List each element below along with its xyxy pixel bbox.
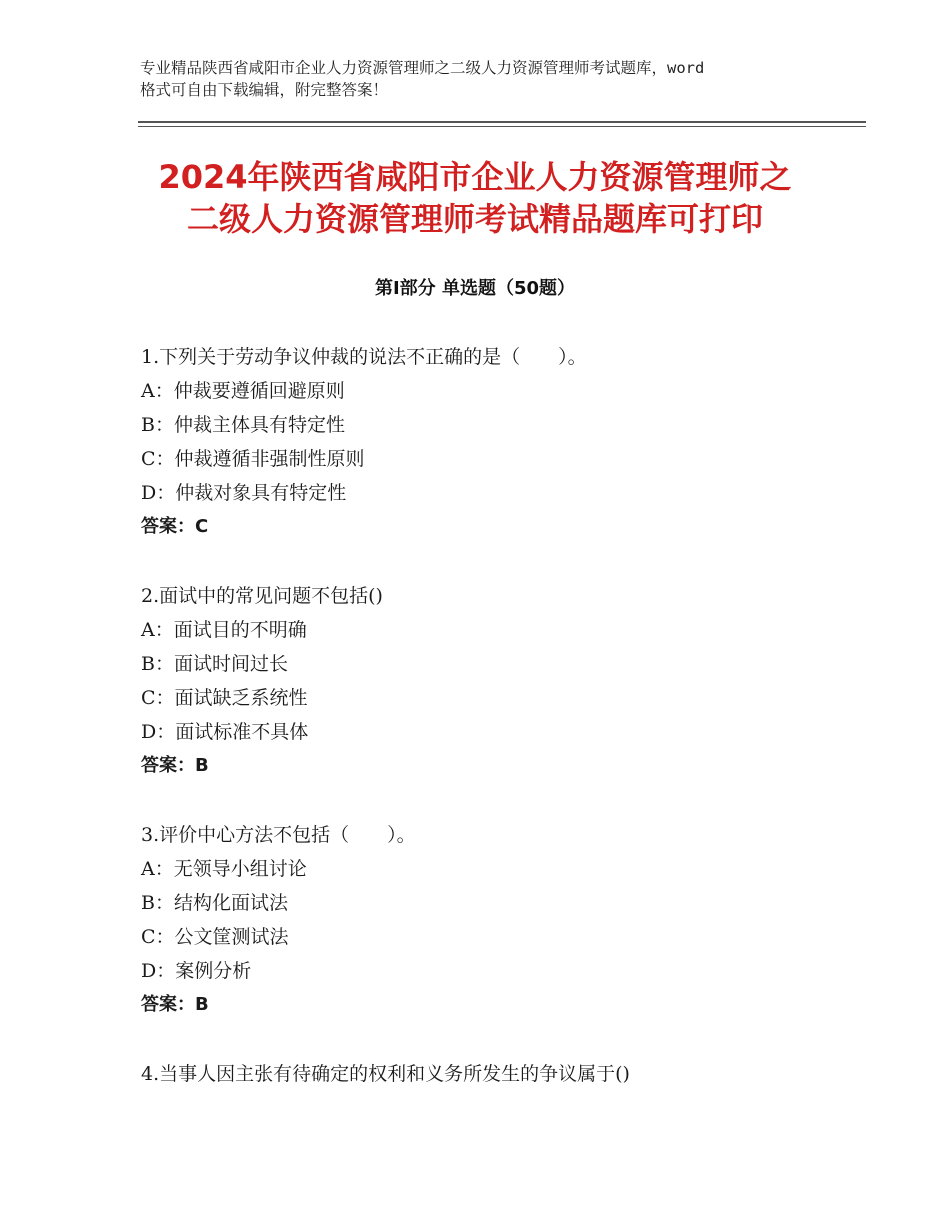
option-a: A：面试目的不明确 — [141, 619, 307, 641]
document-title-line-1: 2024年陕西省咸阳市企业人力资源管理师之 — [158, 158, 792, 196]
option-b: B：面试时间过长 — [141, 653, 288, 675]
question-stem: 2.面试中的常见问题不包括() — [141, 585, 383, 607]
question-block — [141, 1057, 841, 1091]
question-stem: 4.当事人因主张有待确定的权利和义务所发生的争议属于() — [141, 1063, 630, 1085]
option-d: D：仲裁对象具有特定性 — [141, 482, 347, 504]
header-note — [140, 57, 820, 101]
header-note-line-1: 专业精品陕西省咸阳市企业人力资源管理师之二级人力资源管理师考试题库，word — [140, 59, 705, 77]
header-divider-thick — [138, 121, 866, 123]
question-block — [141, 579, 841, 783]
question-stem: 1.下列关于劳动争议仲裁的说法不正确的是（ ）。 — [141, 346, 587, 368]
option-c: C：面试缺乏系统性 — [141, 687, 308, 709]
option-a: A：无领导小组讨论 — [141, 858, 307, 880]
option-c: C：仲裁遵循非强制性原则 — [141, 448, 365, 470]
question-block — [141, 818, 841, 1022]
header-note-line-2: 格式可自由下载编辑，附完整答案！ — [140, 81, 389, 99]
option-b: B：仲裁主体具有特定性 — [141, 414, 345, 436]
option-c: C：公文筐测试法 — [141, 926, 289, 948]
answer-label: 答案：B — [141, 755, 209, 776]
document-title — [120, 156, 830, 240]
question-stem: 3.评价中心方法不包括（ ）。 — [141, 824, 416, 846]
answer-label: 答案：C — [141, 516, 209, 537]
answer-label: 答案：B — [141, 994, 209, 1015]
question-block — [141, 340, 841, 544]
document-title-line-2: 二级人力资源管理师考试精品题库可打印 — [186, 200, 763, 238]
section-heading: 第Ⅰ部分 单选题（50题） — [374, 278, 575, 299]
option-d: D：案例分析 — [141, 960, 252, 982]
option-b: B：结构化面试法 — [141, 892, 288, 914]
option-d: D：面试标准不具体 — [141, 721, 309, 743]
header-divider-thin — [138, 126, 866, 127]
option-a: A：仲裁要遵循回避原则 — [141, 380, 345, 402]
